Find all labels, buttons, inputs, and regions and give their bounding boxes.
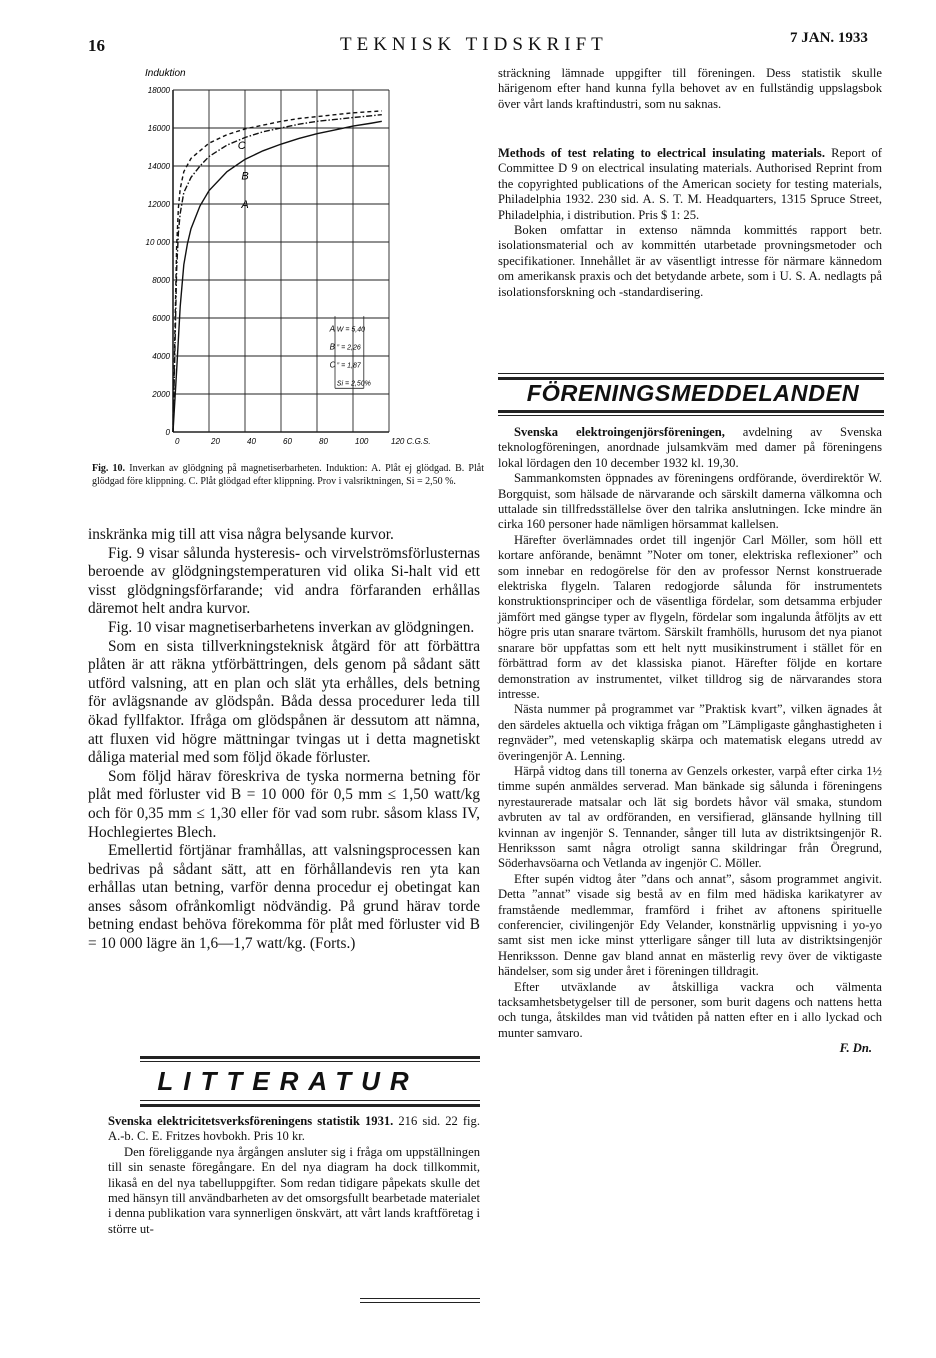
- divider: [140, 1100, 480, 1101]
- divider: [498, 415, 884, 416]
- y-tick-label: 4000: [152, 352, 170, 361]
- legend-key: C: [329, 360, 336, 370]
- litteratur-title: Svenska elektricitetsverksföreningens statistik 1931.: [108, 1114, 394, 1128]
- litteratur-title-line: [108, 1114, 480, 1145]
- methods-entry: [498, 146, 882, 300]
- legend-key: A: [329, 324, 335, 334]
- divider: [360, 1302, 480, 1303]
- methods-title-line: [498, 146, 882, 223]
- y-tick-label: 0: [165, 428, 170, 437]
- legend-key: B: [329, 342, 335, 352]
- divider: [360, 1298, 480, 1299]
- foren-paragraph: Härefter överlämnades ordet till ingenjör Carl Möller, som höll ett kortare anförande, benämnt ”Noter om toner, elektriska reflexioner” och som innebar en redogörelse för den av professor Nernst konstruerade elektriska flygeln. Talaren redogjorde sålunda för instrumentets konstruktionsprinciper och de väsentliga fördelar, som detsamma erbjuder jämfört med gängse typer av flygeln, fördelar som ingalunda åtföljts av ett högre pris utan snarare tvärtom. Särskilt framhölls, hurusom det nya pianot snarare bör uppfattas som ett helt nytt musikinstrument i stället för en förbättrad form av det klassiska pianot. Härefter följde en kortare demonstration av instrumentet, vilket tilldrog sig de närvarandes stora intresse.: [498, 532, 882, 701]
- left-paragraph: Emellertid förtjänar framhållas, att valsningsprocessen kan bedrivas på sådant sätt, att en förhållandevis ren yta kan erhållas utan betning, varför denna procedur ej obetingat kan anses såsom ofrånkomligt nödvändig. På grund härav torde betning endast behöva förekomma för plåt med förluster vid B = 10 000 lägre än 1,6—1,7 watt/kg. (Forts.): [88, 842, 480, 953]
- right-continued-text: [498, 66, 882, 112]
- y-tick-label: 6000: [152, 314, 170, 323]
- foren-intro: [498, 425, 882, 471]
- foreningsmeddelanden-heading: FÖRENINGSMEDDELANDEN: [526, 380, 860, 406]
- caption-text: Inverkan av glödgning på magnetiserbarheten. Induktion: A. Plåt ej glödgad. B. Plåt glödgad före klippning. C. Plåt glödgad efter klippning. Prov i valsriktningen, Si = 2,50 %.: [92, 463, 484, 487]
- right-top-paragraph: sträckning lämnade uppgifter till föreningen. Dess statistik skulle härigenom efter hand kunna fylla behovet av en fullständig uppslagsbok över vårt lands kraftindustri, som nu saknas.: [498, 66, 882, 111]
- y-tick-label: 8000: [152, 276, 170, 285]
- legend-value: ” = 1,87: [336, 362, 361, 370]
- x-tick-label: 100: [355, 437, 369, 446]
- curve-label: A: [241, 198, 249, 211]
- y-tick-label: 2000: [152, 390, 170, 399]
- divider: [498, 373, 884, 374]
- foreningsmeddelanden-body: [498, 425, 882, 1057]
- signature: F. Dn.: [839, 1041, 872, 1056]
- legend-value: Si = 2,50%: [336, 380, 371, 388]
- left-paragraph: Som en sista tillverkningsteknisk åtgärd för att förbättra plåten är att räkna ytförbättringen, dels genom på sådant sätt utförd valsning, att en plan och slät yta erhålles, dels betning för avlägsnande av glödspån. Båda dessa procedurer leda till ökad fyllfaktor. Ifråga om glödspånen är dessutom att nämna, att fluxen vid högre mättningar tvingas ut i detta magnetiskt dåliga material med som följd ökade förluster.: [88, 637, 480, 767]
- left-paragraph: inskränka mig till att visa några belysande kurvor.: [88, 526, 394, 543]
- y-tick-label: 18000: [147, 86, 170, 95]
- curve-label: C: [237, 139, 246, 152]
- x-tick-label: 0: [175, 437, 180, 446]
- methods-text: Boken omfattar in extenso nämnda kommittés rapport betr. isolationsmaterial och av kommittén utarbetade provningsmetoder och specifikationer. Innehållet är av väsentligt intresse för närmare kännedom om amerikansk praxis och det betydande arbete, som i U. S. A. nedlagts på isolationsforskning och -standardisering.: [498, 223, 882, 299]
- methods-title: Methods of test relating to electrical insulating materials.: [498, 146, 825, 160]
- caption-lead: Fig. 10.: [92, 463, 126, 474]
- y-tick-label: 12000: [147, 200, 170, 209]
- y-tick-label: 10 000: [145, 238, 170, 247]
- x-tick-label: 40: [247, 437, 256, 446]
- induction-chart: [120, 62, 450, 452]
- foren-intro-text: avdelning av Svenska teknologföreningen, anordnade julsamkväm med damer på föreningens lokal lördagen den 10 december 1932 kl. 19,30.: [498, 425, 882, 470]
- methods-biblio: Report of Committee D 9 on electrical insulating materials. Authorised Reprint from the copyrighted publications of the American society for testing materials, Philadelphia 1932. 230 sid. A. S. T. M. Headquarters, 1315 Spruce Street, Philadelphia, i distribution. Pris $ 1: 25.: [498, 146, 882, 222]
- left-article-body: [88, 526, 480, 954]
- divider: [140, 1056, 480, 1059]
- litteratur-biblio: 216 sid. 22 fig. A.-b. C. E. Fritzes hovbokh. Pris 10 kr.: [108, 1114, 480, 1144]
- legend-value: ” = 2,26: [336, 344, 361, 352]
- left-paragraph: Fig. 10 visar magnetiserbarhetens inverkan av glödgningen.: [108, 618, 475, 636]
- foren-paragraph: Efter supén vidtog åter ”dans och annat”, såsom programmet angivit. Detta ”annat” visade sig bestå av en film med hädiska karikatyrer av framstående medlemmar, framförd i frihet av aftonens spirituelle conferencier, civilingenjör Edy Velander, konstnärlig uppvisning i yo-yo samt sist men icke minst ytterligare sånger till luta av distriktsingenjör Henriksson. Denne gav bland annat en mästerlig revy över de viktigaste händelser, som sig under året i föreningen tilldragit.: [498, 871, 882, 979]
- litteratur-heading: LITTERATUR: [157, 1066, 419, 1096]
- divider: [140, 1104, 480, 1107]
- foren-paragraph: Härpå vidtog dans till tonerna av Genzels orkester, varpå efter cirka 1½ timme supén anmäldes serverad. Man bänkade sig sålunda i föreningens nyrestaurerade matsalar och lät sig bordets håvor väl smaka, stundom avbruten av tal av ordföranden, en versifierad, glänsande hyllning till kvinnan av ingenjör S. Tennander, sånger till luta av distriktsingenjör R. Henriksson samt några otroligt sanna skildringar från Öregrund, Söderhavsöarna och Vetlanda av ingenjör C. Möller.: [498, 763, 882, 871]
- divider: [140, 1061, 480, 1062]
- issue-date: 7 JAN. 1933: [790, 30, 868, 46]
- litteratur-text: Den föreliggande nya årgången ansluter sig i fråga om uppställningen till sin senaste föregångare. En del nya diagram ha dock tillkommit, likaså en del nya tabelluppgifter. Som redan tidigare påpekats skulle det med hänsyn till användbarheten av det omsorgsfullt bearbetade materialet i denna publikation vara synnerligen önskvärt, att vårt lands kraftföretag i större ut-: [108, 1144, 480, 1236]
- x-tick-label: 60: [283, 437, 292, 446]
- journal-title: TEKNISK TIDSKRIFT: [340, 34, 608, 55]
- foren-title: Svenska elektroingenjörsföreningen,: [514, 425, 725, 439]
- y-tick-label: 14000: [147, 162, 170, 171]
- chart-svg: [120, 62, 450, 452]
- legend-value: W = 5,40: [336, 326, 366, 334]
- x-tick-label: 80: [319, 437, 328, 446]
- figure-caption: [92, 462, 484, 488]
- x-tick-label: 20: [211, 437, 220, 446]
- page-number: 16: [88, 36, 105, 55]
- left-paragraph: Som följd härav föreskriva de tyska normerna betning för plåt med förluster vid B = 10 000 för 0,5 mm ≤ 1,50 watt/kg och för 0,35 mm ≤ 1,30 eller för vad som rubr. såsom klass IV, Hochlegiertes Blech.: [88, 767, 480, 841]
- x-tick-label: 120 C.G.S.: [391, 437, 431, 446]
- left-paragraph: Fig. 9 visar sålunda hysteresis- och virvelströmsförlusternas beroende av glödgningstemperaturen vid olika Si-halt vid ett visst glödgningsförfarande; vid andra förfaranden erhållas däremot helt andra kurvor.: [88, 544, 480, 618]
- curve-label: B: [241, 170, 249, 183]
- y-tick-label: 16000: [147, 124, 170, 133]
- litteratur-entry: [108, 1114, 480, 1237]
- foren-paragraph: Nästa nummer på programmet var ”Praktisk kvart”, vilken ägnades åt den särdeles aktuella och viktiga frågan om ”Lämpligaste gånghastigheten i regnväder”, med vetenskaplig skärpa och matematisk elegans utredd av överingenjör A. Lenning.: [498, 702, 882, 763]
- divider: [498, 410, 884, 413]
- foren-paragraph: Efter utväxlande av åtskilliga vackra och välmenta tacksamhetsbetygelser till de personer, som burit dagens och nattens hetta och tunga, åtskildes man vid tvåtiden på natten efter en i allo lyckad och munter samvaro.: [498, 979, 882, 1040]
- y-axis-label: Induktion: [145, 68, 186, 79]
- foren-paragraph: Sammankomsten öppnades av föreningens ordförande, överdirektör W. Borgquist, som hälsade de närvarande och särskilt damerna välkomna och uttalade sin tillfredsställelse över den talrika anslutningen. Icke mindre än cirka 160 personer hade nämligen hörsammat kallelsen.: [498, 471, 882, 532]
